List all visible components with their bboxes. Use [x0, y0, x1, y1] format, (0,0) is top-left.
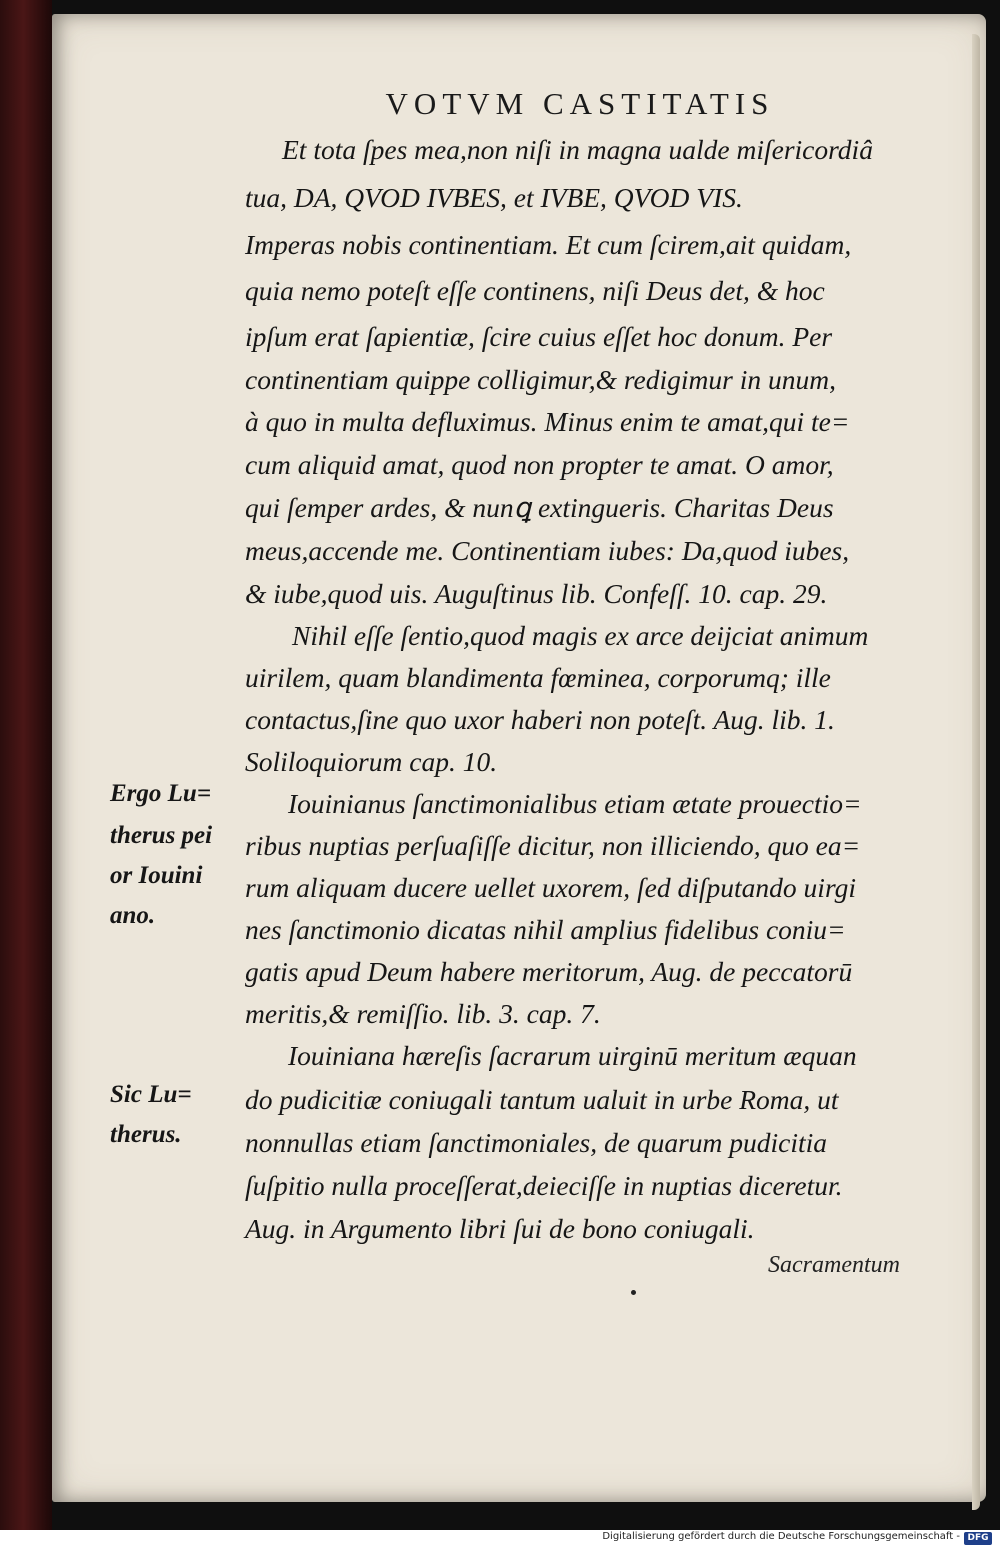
text-line: ſuſpitio nulla proceſſerat,deieciſſe in nuptias diceretur. [245, 1170, 843, 1201]
text-line: Imperas nobis continentiam. Et cum ſcirem,ait quidam, [245, 229, 852, 260]
ink-speck [631, 1290, 636, 1295]
margin-note: ano. [110, 902, 156, 929]
text-line: quia nemo poteſt eſſe continens, niſi Deus det, & hoc [245, 275, 825, 306]
text-line: tua, DA, QVOD IVBES, et IVBE, QVOD VIS. [245, 182, 743, 213]
text-line: gatis apud Deum habere meritorum, Aug. de peccatorū [245, 956, 853, 987]
margin-note: Ergo Lu= [110, 780, 212, 807]
running-head: VOTVM CASTITATIS [385, 86, 775, 121]
text-line: rum aliquam ducere uellet uxorem, ſed diſputando uirgi [245, 872, 857, 903]
text-line: nonnullas etiam ſanctimoniales, de quarum pudicitia [245, 1127, 828, 1158]
margin-note: Sic Lu= [110, 1081, 192, 1108]
text-line: Aug. in Argumento libri ſui de bono coniugali. [245, 1213, 755, 1244]
text-line: à quo in multa defluximus. Minus enim te amat,qui te= [245, 406, 850, 437]
text-line: qui ſemper ardes, & nunꝗ extingueris. Charitas Deus [245, 492, 834, 523]
text-line: contactus,ſine quo uxor haberi non poteſt. Aug. lib. 1. [245, 704, 835, 735]
margin-note: therus pei [110, 822, 213, 849]
margin-note: or Iouini [110, 862, 203, 889]
text-line: ipſum erat ſapientiæ, ſcire cuius eſſet hoc donum. Per [245, 321, 833, 352]
text-line: Nihil eſſe ſentio,quod magis ex arce deijciat animum [292, 620, 869, 651]
text-line: cum aliquid amat, quod non propter te amat. O amor, [245, 449, 834, 480]
page-edge [972, 34, 980, 1510]
text-line: do pudicitiæ coniugali tantum ualuit in urbe Roma, ut [245, 1084, 839, 1115]
text-line: Iouiniana hæreſis ſacrarum uirginū meritum æquan [288, 1040, 857, 1071]
text-line: Iouinianus ſanctimonialibus etiam ætate prouectio= [288, 788, 862, 819]
text-line: meus,accende me. Continentiam iubes: Da,quod iubes, [245, 535, 850, 566]
book-binding [0, 0, 52, 1530]
text-line: & iube,quod uis. Auguſtinus lib. Confeſſ. 10. cap. 29. [245, 578, 828, 609]
text-line: continentiam quippe colligimur,& redigimur in unum, [245, 364, 836, 395]
funding-credit: Digitalisierung gefördert durch die Deutsche Forschungsgemeinschaft - [602, 1531, 960, 1542]
text-line: uirilem, quam blandimenta fœminea, corporumq; ille [245, 662, 831, 693]
catchword: Sacramentum [768, 1252, 900, 1278]
text-line: nes ſanctimonio dicatas nihil amplius fidelibus coniu= [245, 914, 846, 945]
text-line: meritis,& remiſſio. lib. 3. cap. 7. [245, 998, 601, 1029]
margin-note: therus. [110, 1121, 182, 1148]
text-line: Soliloquiorum cap. 10. [245, 746, 498, 777]
text-line: Et tota ſpes mea,non niſi in magna ualde miſericordiâ [282, 134, 873, 165]
text-line: ribus nuptias perſuaſiſſe dicitur, non illiciendo, quo ea= [245, 830, 861, 861]
dfg-logo: DFG [964, 1532, 992, 1545]
